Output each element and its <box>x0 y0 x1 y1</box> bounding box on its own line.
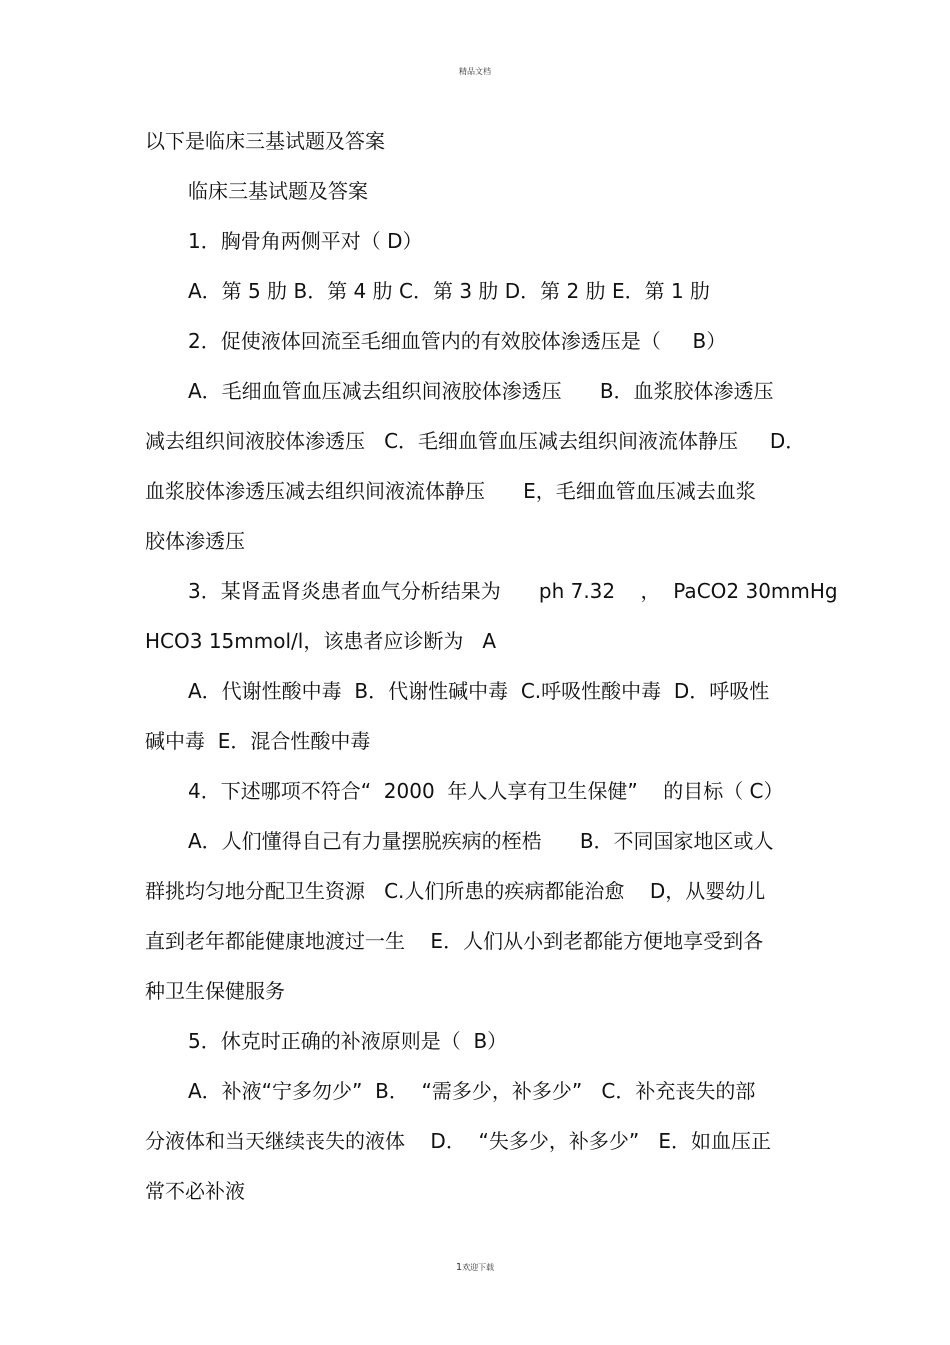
question-2-options-line-4: 胶体渗透压 <box>145 529 245 553</box>
page-header: 精品文档 <box>459 67 491 76</box>
question-5: 5．休克时正确的补液原则是（ B） <box>188 1029 508 1053</box>
question-4-options-line-1: A．人们懂得自己有力量摆脱疾病的桎梏 B．不同国家地区或人 <box>188 829 774 853</box>
question-2-options-line-2: 减去组织间液胶体渗透压 C．毛细血管血压减去组织间液流体静压 D． <box>145 429 806 453</box>
question-3-options-line-2: 碱中毒 E．混合性酸中毒 <box>145 729 371 753</box>
question-2-options-line-1: A．毛细血管血压减去组织间液胶体渗透压 B．血浆胶体渗透压 <box>188 379 774 403</box>
question-2: 2．促使液体回流至毛细血管内的有效胶体渗透压是（ B） <box>188 329 727 353</box>
question-5-options-line-2: 分液体和当天继续丧失的液体 D． “失多少，补多少” E．如血压正 <box>145 1129 771 1153</box>
page-number: 1 <box>455 1262 463 1273</box>
question-4-options-line-3: 直到老年都能健康地渡过一生 E．人们从小到老都能方便地享受到各 <box>145 929 764 953</box>
question-3: 3．某肾盂肾炎患者血气分析结果为 ph 7.32 ， PaCO2 30mmHg <box>188 579 838 603</box>
doc-title: 以下是临床三基试题及答案 <box>145 129 385 153</box>
question-4-options-line-2: 群挑均匀地分配卫生资源 C.人们所患的疾病都能治愈 D，从婴幼儿 <box>145 879 766 903</box>
section-title: 临床三基试题及答案 <box>188 179 368 203</box>
page-footer <box>0 1262 950 1273</box>
footer-text: 欢迎下载 <box>462 1263 495 1272</box>
question-3-line-2: HCO3 15mmol/l，该患者应诊断为 A <box>145 629 497 653</box>
question-4-options-line-4: 种卫生保健服务 <box>145 979 285 1003</box>
question-5-options-line-1: A．补液“宁多勿少” B． “需多少，补多少” C．补充丧失的部 <box>188 1079 756 1103</box>
question-4: 4．下述哪项不符合“ 2000 年人人享有卫生保健” 的目标（ C） <box>188 779 784 803</box>
question-5-options-line-3: 常不必补液 <box>145 1179 245 1203</box>
question-3-options-line-1: A．代谢性酸中毒 B．代谢性碱中毒 C.呼吸性酸中毒 D．呼吸性 <box>188 679 770 703</box>
question-1-options: A．第 5 肋 B．第 4 肋 C．第 3 肋 D．第 2 肋 E．第 1 肋 <box>188 279 711 303</box>
question-1: 1．胸骨角两侧平对（ D） <box>188 229 423 253</box>
question-2-options-line-3: 血浆胶体渗透压减去组织间液流体静压 E，毛细血管血压减去血浆 <box>145 479 756 503</box>
